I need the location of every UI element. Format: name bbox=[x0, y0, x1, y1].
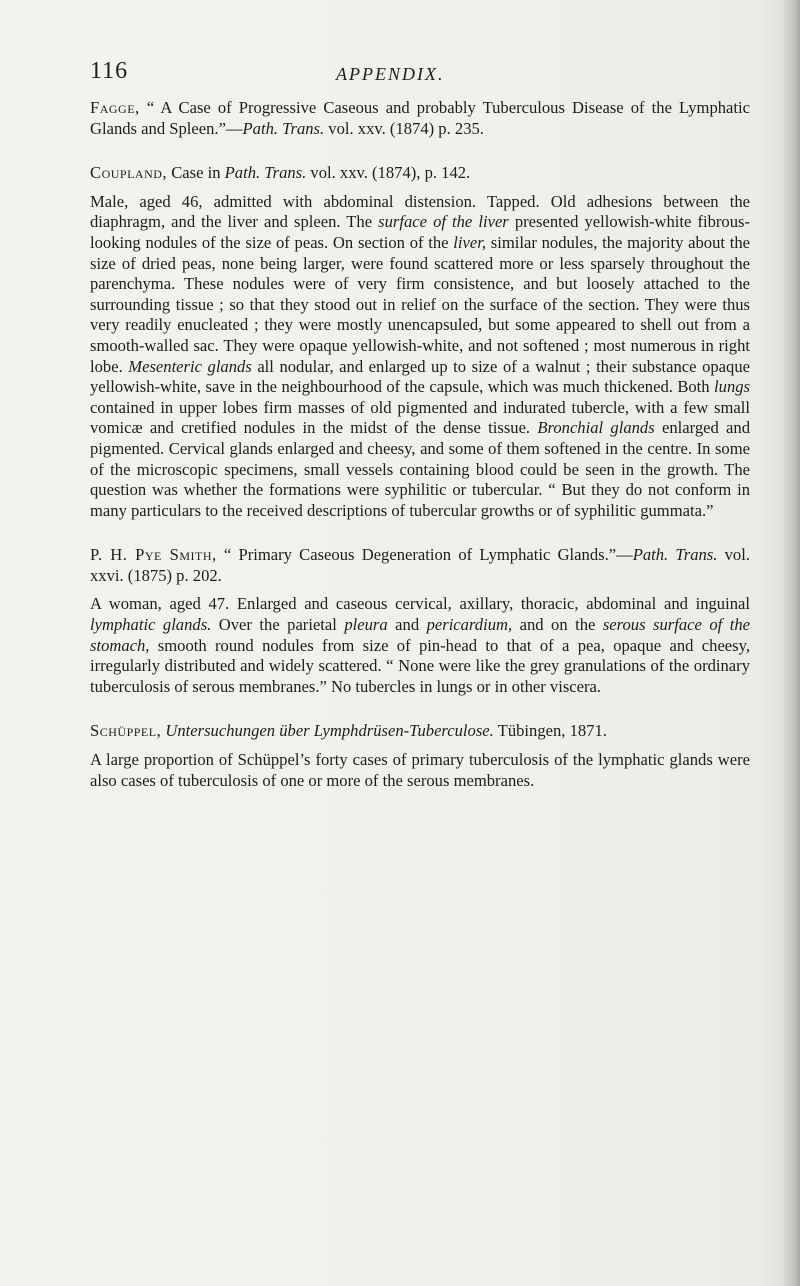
text-run: and bbox=[387, 615, 427, 635]
case-description-coupland bbox=[90, 192, 750, 522]
author-name: P. H. Pye Smith, bbox=[90, 545, 217, 565]
emphasis: serous surface of the stomach, bbox=[90, 615, 750, 655]
case-description-pye-smith bbox=[90, 594, 750, 697]
citation-ref: Tübingen, 1871. bbox=[493, 721, 607, 741]
citation-ref: vol. xxv. (1874), p. 142. bbox=[306, 163, 471, 183]
journal-name: Path. Trans. bbox=[632, 545, 718, 565]
emphasis: lymphatic glands. bbox=[90, 615, 212, 635]
text-run: similar nodules, the majority about the size of dried peas, none being larger, were found scattered more or less sparsely throughout the parenchyma. These nodules were of very firm consistence, and but loosely attached to the surrounding tissue ; so that they stood out in relief on the surface of the section. They were thus very readily enucleated ; they were mostly unencapsuled, but some appeared to shell out from a smooth-walled sac. They were opaque yellowish-white, and not softened ; most numerous in right lobe. bbox=[90, 232, 750, 376]
emphasis: Mesenteric glands bbox=[128, 356, 252, 376]
reference-pye-smith bbox=[90, 545, 750, 586]
emphasis: Bronchial glands bbox=[537, 418, 655, 438]
case-description-schuppel: A large proportion of Schüppel’s forty cases of primary tuberculosis of the lymphatic glands were also cases of tuberculosis of one or more of the serous membranes. bbox=[90, 750, 750, 790]
page-edge-shadow bbox=[782, 0, 800, 1286]
emphasis: lungs bbox=[714, 377, 750, 397]
text-run: contained in upper lobes firm masses of old pigmented and indurated tubercle, with a few small vomicæ and cretified nodules in the midst of the dense tissue. bbox=[90, 397, 750, 438]
work-title: Untersuchungen über Lymphdrüsen-Tuberculose. bbox=[165, 721, 494, 741]
citation-ref: vol. xxv. (1874) p. 235. bbox=[324, 118, 484, 138]
text-run: Over the parietal bbox=[211, 615, 345, 635]
emphasis: pericardium, bbox=[426, 615, 513, 635]
author-name: Fagge, bbox=[90, 98, 140, 117]
reference-schuppel bbox=[90, 721, 750, 742]
text-run: presented yellowish-white fibrous-looking nodules of the size of peas. On section of the bbox=[90, 212, 750, 252]
reference-fagge bbox=[90, 98, 750, 139]
emphasis: surface of the liver bbox=[378, 212, 509, 232]
running-head: APPENDIX. bbox=[336, 64, 445, 84]
reference-coupland bbox=[90, 163, 750, 184]
emphasis: liver, bbox=[453, 232, 487, 252]
text-run: A woman, aged 47. Enlarged and caseous cervical, axillary, thoracic, abdominal and inguinal bbox=[90, 594, 750, 614]
journal-name: Path. Trans. bbox=[224, 163, 307, 183]
citation-title: “ Primary Caseous Degeneration of Lymphatic Glands.”— bbox=[216, 545, 633, 565]
text-run: smooth round nodules from size of pin-head to that of a pea, opaque and cheesy, irregularly distributed and widely scattered. “ None were like the grey granulations of the ordinary tuberculosis of serous membranes.” No tubercles in lungs or in other viscera. bbox=[90, 635, 750, 696]
author-name: Schüppel, bbox=[90, 721, 162, 741]
citation-title: “ A Case of Progressive Caseous and probably Tuberculous Disease of the Lymphatic Glands and Spleen.”— bbox=[90, 98, 750, 138]
text-run: all nodular, and enlarged up to size of a walnut ; their substance opaque yellowish-white, save in the neighbourhood of the capsule, which was much thickened. Both bbox=[90, 356, 750, 397]
text-run: and on the bbox=[512, 615, 603, 635]
text-run: enlarged and pigmented. Cervical glands enlarged and cheesy, and some of them softened in the centre. In some of the microscopic specimens, small vessels containing blood could be seen in the growth. The question was whether the formations were syphilitic or tubercular. “ But they do not conform in many particulars to the received descriptions of tubercular growths or of syphilitic gummata.” bbox=[90, 418, 751, 520]
page-number: 116 bbox=[90, 58, 129, 84]
citation-ref: vol. xxvi. (1875) p. 202. bbox=[90, 545, 750, 585]
emphasis: pleura bbox=[344, 615, 388, 635]
author-name: Coupland, bbox=[90, 163, 168, 183]
citation-text: Case in bbox=[167, 163, 225, 183]
page-body bbox=[90, 98, 750, 791]
journal-name: Path. Trans. bbox=[242, 118, 325, 138]
page-header bbox=[90, 58, 750, 88]
text-run: Male, aged 46, admitted with abdominal distension. Tapped. Old adhesions between the diaphragm, and the liver and spleen. The bbox=[90, 191, 750, 232]
